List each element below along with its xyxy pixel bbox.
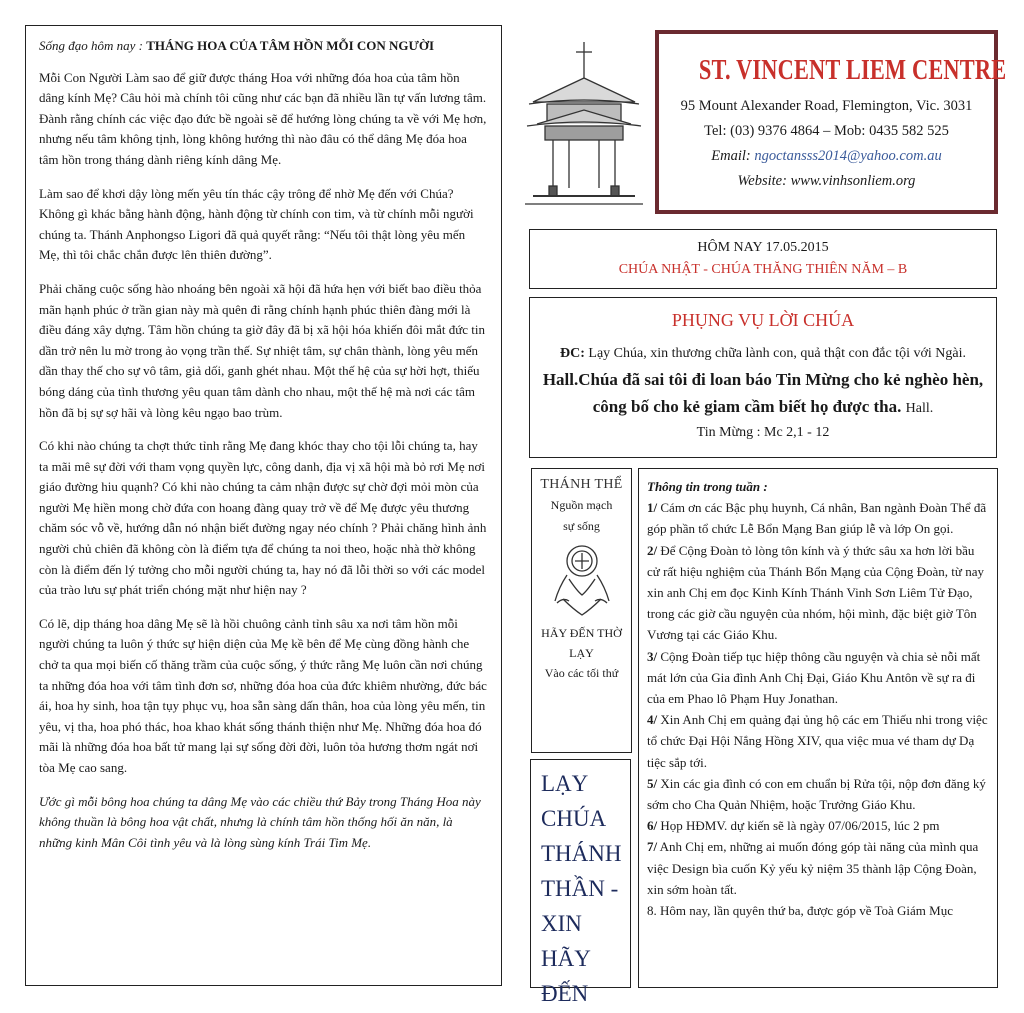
weekly-info-title: Thông tin trong tuần : <box>647 479 768 494</box>
article-title: THÁNG HOA CỦA TÂM HỒN MỖI CON NGƯỜI <box>146 38 435 53</box>
info-item-text: Xin các gia đình có con em chuẩn bị Rửa tội, nộp đơn đăng ký sớm cho Cha Quản Nhiệm, hoặc Trưởng Giáo Khu. <box>647 775 986 813</box>
info-item-number: 6/ <box>647 818 658 834</box>
info-item-number: 8. <box>647 903 657 919</box>
alleluia-suffix: Hall. <box>905 401 934 416</box>
prayer-line: THẦN - <box>541 876 619 901</box>
feast-line: CHÚA NHẬT - CHÚA THĂNG THIÊN NĂM – B <box>618 262 908 277</box>
liturgy-title: PHỤNG VỤ LỜI CHÚA <box>671 310 855 330</box>
eucharist-box <box>531 468 632 753</box>
info-item <box>647 900 989 921</box>
article-lead-prefix: Sống đạo hôm nay : <box>39 38 143 53</box>
date-line: HÔM NAY 17.05.2015 <box>697 240 829 255</box>
weekly-info-box <box>638 468 998 988</box>
church-address: 95 Mount Alexander Road, Flemington, Vic. 3031 <box>680 98 973 114</box>
info-item-number: 3/ <box>647 648 658 664</box>
adoration-line: Vào các tối thứ <box>544 666 619 680</box>
article-paragraph: Mỗi Con Người Làm sao để giữ được tháng Hoa với những đóa hoa của tâm hồn dâng kính Mẹ? Câu hỏi mà chính tôi cũng như các bạn đã nhiều lần tự vấn lương tâm. Đành rằng chính các việc đạo đức bề ngoài sẽ để hướng lòng chúng ta về với Mẹ hơn, nhưng nếu tâm không tịnh, lòng không hướng thì nào đâu có thể dâng Mẹ đóa hoa tâm hồn trong tháng dành riêng kính dâng Mẹ. <box>39 69 487 167</box>
info-item <box>647 815 989 836</box>
info-item-text: Họp HĐMV. dự kiến sẽ là ngày 07/06/2015, lúc 2 pm <box>660 818 940 834</box>
eucharist-title: THÁNH THỂ <box>540 477 623 492</box>
info-item <box>647 836 989 900</box>
adoration-line: LẠY <box>569 646 594 660</box>
gospel-reference: Tin Mừng : Mc 2,1 - 12 <box>696 425 830 440</box>
responsorial-line <box>530 343 996 365</box>
info-item-number: 2/ <box>647 542 658 558</box>
article-closing: Ước gì mỗi bông hoa chúng ta dâng Mẹ vào các chiều thứ Bảy trong Tháng Hoa này không thuần là bông hoa vật chất, nhưng là chính tâm hồn thống hối ăn năn, là những kinh Mân Côi tình yêu và là lòng sùng kính Trái Tim Mẹ. <box>39 793 481 850</box>
article-paragraph: Có khi nào chúng ta chợt thức tỉnh rằng Mẹ đang khóc thay cho tội lỗi chúng ta, hay ta mãi mê sự đời với tham vọng quyền lực, công danh, địa vị xã hội mà bỏ rơi Mẹ nơi giáo đường hiu quạnh? Có khi nào chúng ta cảm nhận được sự chờ đợi mỏi mòn của người Mẹ hiền mong chờ đứa con hoang đàng quay trở về để Mẹ được yêu thương chăm sóc vỗ về, hướng dẫn nó nhận biết đường ngay néo chính ? Phải chăng hình ảnh người chủ chiên đã không còn là điểm tựa để chúng ta noi theo, hoặc nhà thờ không còn là điểm đến lý tưởng cho mỗi người chúng ta, hay nó đã lỗi thời so với các model của trào lưu sự phát triển chóng mặt như hiện nay ? <box>39 438 487 598</box>
info-item <box>647 773 989 815</box>
dc-text: Lạy Chúa, xin thương chữa lành con, quả thật con đắc tội với Ngài. <box>588 346 966 361</box>
liturgy-box <box>529 297 997 458</box>
info-item-text: Để Cộng Đoàn tỏ lòng tôn kính và ý thức sâu xa hơn lời bầu cử rất hiệu nghiệm của Thánh Bổn Mạng của Cộng Đoàn, từ nay xin anh Chị em đọc Kinh Kính Thánh Vinh Sơn Liêm Tử Đạo, trong các giờ cầu nguyện của nhóm, hội mình, đặc biệt giờ Tôn Vương tại các Giáo Khu. <box>647 542 984 643</box>
dc-label: ĐC: <box>560 346 585 361</box>
prayer-line: XIN HÃY <box>541 911 591 971</box>
info-item-number: 5/ <box>647 775 658 791</box>
prayer-line: LẠY <box>541 771 589 796</box>
church-gate-icon <box>523 38 645 210</box>
info-item-number: 7/ <box>647 839 658 855</box>
church-name: ST. VINCENT LIEM CENTRE <box>698 55 1007 86</box>
email-label: Email: <box>711 148 751 164</box>
article-lead <box>39 36 488 57</box>
article-paragraph: Làm sao để khơi dậy lòng mến yêu tín thác cậy trông để nhờ Mẹ đến với Chúa? Không gì khác bằng hành động, hành động từ chính con tim, và từ chính mỗi người chúng ta. Thánh Anphongso Ligori đã quả quyết rằng: “Nếu tôi thật lòng yêu mến Mẹ, thì tôi chắc chắn được lên thiên đường”. <box>39 185 474 263</box>
prayer-line: CHÚA <box>541 806 607 831</box>
info-item-text: Anh Chị em, những ai muốn đóng góp tài năng của mình qua việc Design bìa cuốn Kỷ yếu kỷ niệm 35 thành lập Cộng Đoàn, xin sớm hoàn tất. <box>647 839 979 897</box>
email-link[interactable]: ngoctansss2014@yahoo.com.au <box>754 148 942 164</box>
info-item-number: 4/ <box>647 712 658 728</box>
eucharist-subtitle: Nguồn mạch <box>550 498 613 512</box>
adoration-line: HÃY ĐẾN THỜ <box>541 626 622 640</box>
church-phone: Tel: (03) 9376 4864 – Mob: 0435 582 525 <box>704 123 949 139</box>
article-paragraph: Có lẽ, dịp tháng hoa dâng Mẹ sẽ là hồi chuông cảnh tỉnh sâu xa nơi tâm hồn mỗi người chúng ta luôn ý thức sự hiện diện của Mẹ kề bên để Mẹ cùng đồng hành che chở ta qua mọi biến cố thăng trầm của cuộc sống, ý thức rằng Mẹ luôn cần nơi chúng ta những đóa hoa với tâm tình đơn sơ, những đóa hoa của đức khiêm nhường, đức bác ái, hoa hy sinh, hoa tận tụy phục vụ, hoa sẵn sàng dấn thân, hoa của lòng yêu mến, tin yêu, vị tha, hoa phó thác, hoa khao khát sống thánh thiện như Mẹ. Những đóa hoa đó mãi là những đóa hoa bất tử mang lại sự sống đời đời, luôn tỏa hương thơm ngát nơi tòa Mẹ cao sang. <box>39 615 487 775</box>
info-item-text: Xin Anh Chị em quảng đại ủng hộ các em Thiếu nhi trong việc tổ chức Đại Hội Nắng Hồng XIV, qua việc mua vé tham dự Dạ tiệc sắp tới. <box>647 712 988 770</box>
adoration-invite <box>532 623 631 683</box>
info-item <box>647 497 989 539</box>
date-box <box>529 229 997 289</box>
info-item <box>647 709 989 773</box>
alleluia-text: Hall.Chúa đã sai tôi đi loan báo Tin Mừng cho kẻ nghèo hèn, công bố cho kẻ giam cầm biết họ được tha. <box>542 370 984 416</box>
info-item-text: Cộng Đoàn tiếp tục hiệp thông cầu nguyện và chia sẻ nỗi mất mát lớn của Gia đình Anh Chị Đại, Giáo Khu Antôn về sự ra đi của em Phao lô Phạm Huy Jonathan. <box>647 648 981 707</box>
info-item <box>647 646 989 710</box>
church-email <box>667 144 986 169</box>
prayer-line: ĐẾN <box>541 981 589 1006</box>
info-item-text: Hôm nay, lần quyên thứ ba, được góp về Toà Giám Mục <box>660 903 953 919</box>
jesus-host-icon <box>549 539 615 619</box>
article-box <box>25 25 502 986</box>
eucharist-subtitle: sự sống <box>563 519 600 533</box>
prayer-line: THÁNH <box>541 841 622 866</box>
info-item <box>647 540 989 646</box>
article-paragraph: Phải chăng cuộc sống hào nhoáng bên ngoài xã hội đã hứa hẹn với biết bao điều thỏa mãn hạnh phúc ở trần gian này mà quên đi rằng chính hạnh phúc thiên đàng mới là điều đáng xây dựng. Tâm hồn chúng ta giờ đây đã bị xã hội hóa khiến đôi mắt đức tin dần trở nên lu mờ trong ảo vọng trần thế. Sự nhiệt tâm, sự chân thành, lòng yêu mến dần thay thế cho sự vô tâm, giả dối, ganh ghét nhau. Một thế hệ của sự hời hợt, thiếu bóng dáng của tình thương yêu quan tâm dành cho nhau, một thế hệ mà nơi các tâm hồn đã bị sự sợ hãi và lòng kêu ngạo bao trùm. <box>39 280 486 420</box>
church-website[interactable]: Website: www.vinhsonliem.org <box>737 173 916 189</box>
info-item-text: Cám ơn các Bậc phụ huynh, Cá nhân, Ban ngành Đoàn Thể đã góp phần tổ chức Lễ Bổn Mạng Ban giúp lễ và lớp On gọi. <box>647 500 987 537</box>
info-item-number: 1/ <box>647 500 658 516</box>
alleluia-line <box>530 366 996 422</box>
prayer-box <box>530 759 631 1006</box>
header-box <box>655 30 1007 214</box>
